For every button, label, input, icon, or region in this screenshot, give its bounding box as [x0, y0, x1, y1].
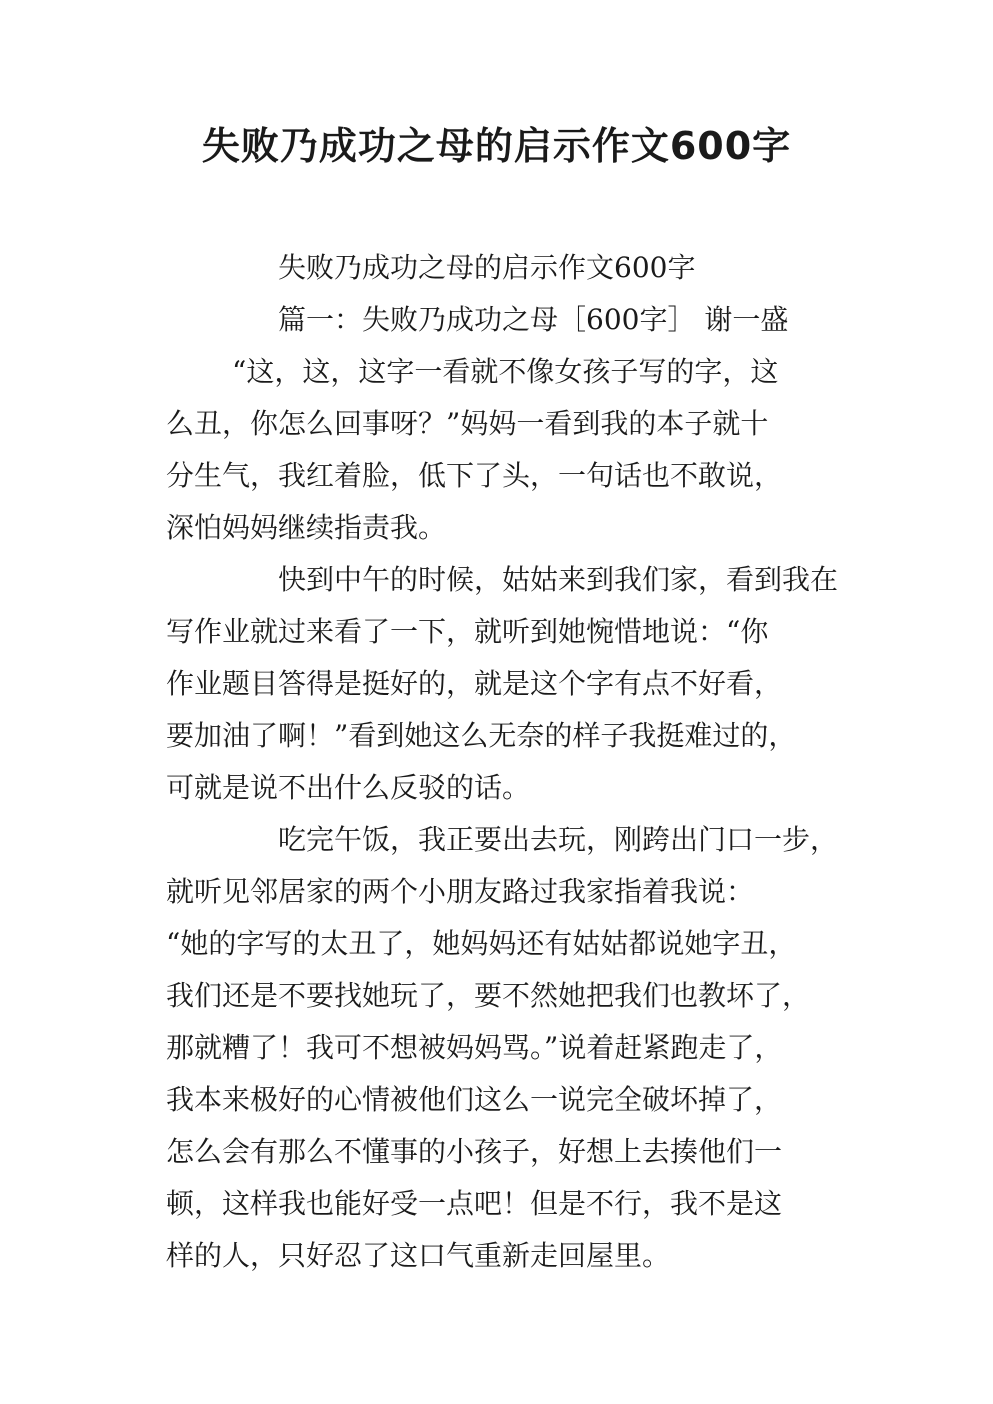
- paragraph-1: [166, 346, 838, 554]
- paragraph-line: 我本来极好的心情被他们这么一说完全破坏掉了，: [166, 1083, 783, 1116]
- paragraph-3: [166, 814, 838, 1282]
- paragraph-line: 吃完午饭，我正要出去玩，刚跨出门口一步，: [278, 823, 839, 856]
- paragraph-line: 快到中午的时候，姑姑来到我们家，看到我在: [278, 563, 839, 596]
- paragraph-line: 样的人，只好忍了这口气重新走回屋里。: [166, 1239, 671, 1272]
- paragraph-line: 要加油了啊！”看到她这么无奈的样子我挺难过的，: [166, 719, 797, 752]
- paragraph-line: 作业题目答得是挺好的，就是这个字有点不好看，: [166, 667, 783, 700]
- paragraph-line: 顿，这样我也能好受一点吧！但是不行，我不是这: [166, 1187, 783, 1220]
- paragraph-line: 就听见邻居家的两个小朋友路过我家指着我说：: [166, 875, 755, 908]
- paragraph-line: 深怕妈妈继续指责我。: [166, 511, 447, 544]
- paragraph-line: 怎么会有那么不懂事的小孩子，好想上去揍他们一: [166, 1135, 783, 1168]
- paragraph-line: 可就是说不出什么反驳的话。: [166, 771, 531, 804]
- paragraph-line: 我们还是不要找她玩了，要不然她把我们也教坏了，: [166, 979, 811, 1012]
- paragraph-2: [166, 554, 838, 814]
- paragraph-line: “她的字写的太丑了，她妈妈还有姑姑都说她字丑，: [166, 927, 797, 960]
- document-title: 失败乃成功之母的启示作文600字: [201, 124, 792, 168]
- paragraph-line: 写作业就过来看了一下，就听到她惋惜地说：“你: [166, 615, 769, 648]
- paragraph-line: 么丑，你怎么回事呀？”妈妈一看到我的本子就十: [166, 407, 769, 440]
- paragraph-line: “这，这，这字一看就不像女孩子写的字，这: [232, 355, 779, 388]
- paragraph-line: 分生气，我红着脸，低下了头，一句话也不敢说，: [166, 459, 783, 492]
- subtitle-line: 失败乃成功之母的启示作文600字: [278, 251, 696, 284]
- document-body: [166, 242, 838, 1282]
- chapter-heading: 篇一：失败乃成功之母［600字］ 谢一盛: [278, 303, 789, 336]
- paragraph-line: 那就糟了！我可不想被妈妈骂。”说着赶紧跑走了，: [166, 1031, 783, 1064]
